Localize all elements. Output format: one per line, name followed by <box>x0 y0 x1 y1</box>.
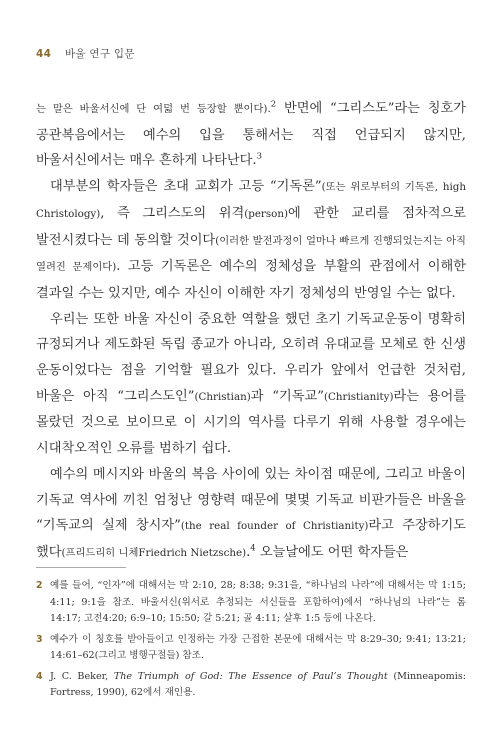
text-run: 라고 주장하기도 했다 <box>36 518 466 560</box>
footnote-divider <box>36 567 126 568</box>
footnote-number: 3 <box>36 633 43 645</box>
footnote-ref-3[interactable]: 3 <box>256 152 263 163</box>
footnote-ref-2[interactable]: 2 <box>270 99 277 110</box>
footnote-text <box>50 669 466 702</box>
text-run: 예수의 메시지와 바울의 복음 사이에 있는 차이점 때문에, 그리고 바울이 기독교 역사에 끼친 엄청난 영향력 때문에 몇몇 기독교 비판가들은 바울을 “기독교의 실제 창시자” <box>36 466 466 534</box>
text-run: . 고등 기독론은 예수의 정체성을 부활의 관점에서 이해한 결과일 수는 있지만, 예수 자신이 이해한 자기 정체성의 반영일 수는 없다. <box>36 259 466 301</box>
text-run: , 즉 그리스도의 위격 <box>100 205 245 221</box>
text-run: 대부분의 학자들은 초대 교회가 고등 “기독론” <box>50 179 322 195</box>
text-run: (이러한 발전과정이 얼마나 빠르게 진행되었는지는 아직 열려진 문제이다) <box>36 234 466 274</box>
paragraph-continued <box>36 96 466 174</box>
footnote-text: 예수가 이 칭호를 받아들이고 인정하는 가장 근접한 본문에 대해서는 막 8:29–30; 9:41; 13:21; 14:61–62(그리고 병행구절들) 참조. <box>50 633 466 661</box>
running-header <box>36 46 135 61</box>
footnote-2 <box>36 578 466 628</box>
footnote-4 <box>36 669 466 702</box>
text-run: (프리드리히 니체Friedrich Nietzsche) <box>61 546 247 559</box>
text-run: 반면에 “그리스도”라는 칭호가 공관복음에서는 예수의 입을 통해서는 직접 언급되지 않지만, 바울서신에서는 매우 흔하게 나타난다. <box>36 101 466 169</box>
footnote-text: 예를 들어, “인자”에 대해서는 막 2:10, 28; 8:38; 9:31을, “하나님의 나라”에 대해서는 막 1:15; 4:11; 9:1을 참조. 바울서신(위서로 추정되는 서신들을 포함하여)에서 “하나님의 나라”는 롬 14:17; 고전4:20; 6:9–10; 15:50; 갈 5:21; 골 4:11; 살후 1:5 등에 나온다. <box>50 580 466 624</box>
footnote-number: 2 <box>36 580 43 591</box>
text-run: 오늘날에도 어떤 학자들은 <box>255 544 409 560</box>
text-run: (또는 위로부터의 기독론, high Christology) <box>36 181 466 220</box>
footnote-number: 4 <box>36 670 43 682</box>
text-run: 과 “기독교” <box>250 388 324 404</box>
body-text <box>36 96 466 567</box>
text-run: 라는 용어를 몰랐던 것으로 보이므로 이 시기의 역사를 다루기 위해 사용할 경우에는 시대착오적인 오류를 범하기 쉽다. <box>36 388 467 457</box>
text-run: 에 관한 교리를 점차적으로 발전시켰다는 데 동의할 것이다 <box>36 205 466 248</box>
footnote-3 <box>36 632 466 665</box>
footnotes <box>36 578 466 706</box>
book-title: The Triumph of God: The Essence of Paul’s Thought <box>113 670 388 682</box>
running-title: 바울 연구 입문 <box>64 48 135 60</box>
paragraph <box>36 307 466 462</box>
page-number: 44 <box>36 48 52 60</box>
text-run: 우리는 또한 바울 자신이 중요한 역할을 했던 초기 기독교운동이 명확히 규정되거나 제도화된 독립 종교가 아니라, 오히려 유대교를 모체로 한 신생 운동이었다는 점을 기억할 필요가 있다. 우리가 앞에서 언급한 것처럼, 바울은 아직 “그리스도인” <box>36 311 466 404</box>
text-run: (Christianity) <box>324 390 394 403</box>
text-run: J. C. Beker, <box>50 670 114 682</box>
text-run: (person) <box>244 207 288 220</box>
paragraph <box>36 462 466 567</box>
footnote-ref-4[interactable]: 4 <box>250 543 256 554</box>
text-run: . <box>246 544 251 560</box>
text-run: (Minneapomis: Fortress, 1990), 62에서 재인용. <box>50 670 466 698</box>
text-run: (the real founder of Christianity) <box>180 520 369 533</box>
paragraph <box>36 174 466 307</box>
text-run: (Christian) <box>194 390 251 403</box>
text-run: 는 말은 바울서신에 단 여덟 번 등장할 뿐이다). <box>36 103 271 115</box>
